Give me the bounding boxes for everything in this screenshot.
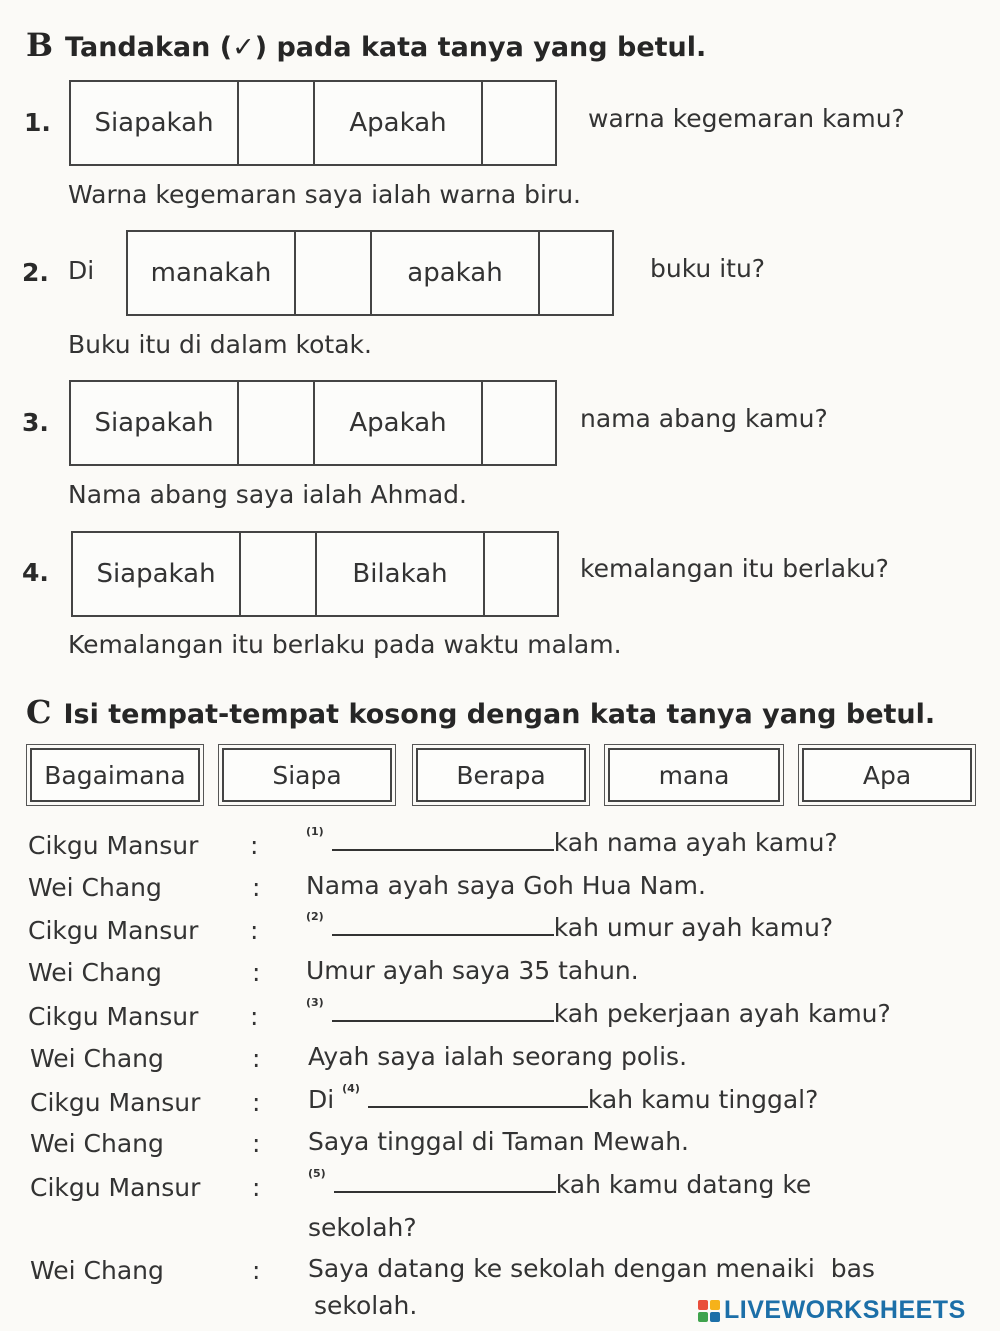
choice-row-4 bbox=[71, 531, 559, 617]
dialogue-colon: : bbox=[252, 873, 261, 902]
dialogue-text: kah pekerjaan ayah kamu? bbox=[553, 999, 891, 1028]
section-b-instruction: Tandakan (✓) pada kata tanya yang betul. bbox=[65, 32, 707, 63]
dialogue-text: kah umur ayah kamu? bbox=[553, 913, 834, 942]
word-bank-mana[interactable]: mana bbox=[608, 748, 780, 802]
blank-input-4[interactable] bbox=[368, 1084, 588, 1108]
dialogue-text: Saya datang ke sekolah dengan menaiki bas bbox=[308, 1254, 875, 1283]
logo-square bbox=[710, 1300, 720, 1310]
dialogue-speaker: Cikgu Mansur bbox=[30, 1173, 201, 1202]
section-c-heading bbox=[26, 693, 935, 731]
dialogue-speaker: Wei Chang bbox=[28, 958, 162, 987]
choice-row-3 bbox=[69, 380, 557, 466]
dialogue-text: Ayah saya ialah seorang polis. bbox=[308, 1042, 688, 1071]
dialogue-colon: : bbox=[250, 916, 259, 945]
logo-square bbox=[698, 1312, 708, 1322]
dialogue-speaker: Wei Chang bbox=[28, 873, 162, 902]
section-c-instruction: Isi tempat-tempat kosong dengan kata tanya yang betul. bbox=[63, 699, 936, 730]
tick-box-1b[interactable] bbox=[483, 82, 555, 164]
option-siapakah: Siapakah bbox=[71, 82, 239, 164]
dialogue-speaker: Cikgu Mansur bbox=[28, 1002, 199, 1031]
tick-box-1a[interactable] bbox=[239, 82, 315, 164]
dialogue-speaker: Wei Chang bbox=[30, 1129, 164, 1158]
question-3-text: nama abang kamu? bbox=[580, 404, 828, 433]
dialogue-line-5 bbox=[306, 998, 891, 1028]
dialogue-text-continued: sekolah? bbox=[308, 1213, 417, 1242]
blank-marker: (3) bbox=[306, 996, 324, 1009]
dialogue-line-3 bbox=[306, 912, 833, 942]
choice-row-2 bbox=[126, 230, 614, 316]
section-b-heading bbox=[26, 26, 706, 64]
dialogue-colon: : bbox=[252, 1129, 261, 1158]
question-2-prefix: Di bbox=[68, 256, 95, 285]
question-1-text: warna kegemaran kamu? bbox=[588, 104, 905, 133]
dialogue-text: kah kamu tinggal? bbox=[587, 1085, 819, 1114]
dialogue-colon: : bbox=[252, 1256, 261, 1285]
section-c-letter: C bbox=[26, 693, 52, 731]
blank-input-3[interactable] bbox=[332, 998, 554, 1022]
dialogue-speaker: Cikgu Mansur bbox=[30, 1088, 201, 1117]
section-b-letter: B bbox=[26, 26, 54, 64]
option-apakah: Apakah bbox=[315, 82, 483, 164]
tick-box-4a[interactable] bbox=[241, 533, 317, 615]
word-bank-apa[interactable]: Apa bbox=[802, 748, 972, 802]
option-apakah: apakah bbox=[372, 232, 540, 314]
dialogue-text: Nama ayah saya Goh Hua Nam. bbox=[306, 871, 706, 900]
blank-marker: (2) bbox=[306, 910, 324, 923]
question-number: 2. bbox=[22, 258, 49, 287]
dialogue-text: kah kamu datang ke bbox=[555, 1170, 812, 1199]
tick-box-3b[interactable] bbox=[483, 382, 555, 464]
option-manakah: manakah bbox=[128, 232, 296, 314]
dialogue-text: Saya tinggal di Taman Mewah. bbox=[308, 1127, 689, 1156]
question-number: 1. bbox=[24, 108, 51, 137]
word-bank-siapa[interactable]: Siapa bbox=[222, 748, 392, 802]
answer-2: Buku itu di dalam kotak. bbox=[68, 330, 372, 359]
tick-box-2a[interactable] bbox=[296, 232, 372, 314]
question-number: 3. bbox=[22, 408, 49, 437]
blank-marker: (5) bbox=[308, 1167, 326, 1180]
answer-1: Warna kegemaran saya ialah warna biru. bbox=[68, 180, 582, 209]
question-4-text: kemalangan itu berlaku? bbox=[580, 554, 889, 583]
dialogue-colon: : bbox=[252, 1044, 261, 1073]
blank-input-1[interactable] bbox=[332, 827, 554, 851]
dialogue-speaker: Wei Chang bbox=[30, 1256, 164, 1285]
dialogue-text: Umur ayah saya 35 tahun. bbox=[306, 956, 639, 985]
dialogue-prefix: Di bbox=[308, 1085, 335, 1114]
dialogue-speaker: Cikgu Mansur bbox=[28, 916, 199, 945]
dialogue-speaker: Cikgu Mansur bbox=[28, 831, 199, 860]
choice-row-1 bbox=[69, 80, 557, 166]
dialogue-colon: : bbox=[252, 1173, 261, 1202]
question-2-text: buku itu? bbox=[650, 254, 766, 283]
blank-input-5[interactable] bbox=[334, 1169, 556, 1193]
blank-marker: (1) bbox=[306, 825, 324, 838]
tick-box-3a[interactable] bbox=[239, 382, 315, 464]
dialogue-colon: : bbox=[252, 1088, 261, 1117]
word-bank-berapa[interactable]: Berapa bbox=[416, 748, 586, 802]
dialogue-colon: : bbox=[250, 831, 259, 860]
liveworksheets-logo bbox=[698, 1296, 966, 1325]
logo-square bbox=[710, 1312, 720, 1322]
blank-marker: (4) bbox=[342, 1082, 360, 1095]
option-siapakah: Siapakah bbox=[73, 533, 241, 615]
liveworksheets-logo-icon bbox=[698, 1300, 720, 1322]
logo-square bbox=[698, 1300, 708, 1310]
dialogue-line-7 bbox=[308, 1084, 818, 1114]
dialogue-text: kah nama ayah kamu? bbox=[553, 828, 838, 857]
option-apakah: Apakah bbox=[315, 382, 483, 464]
answer-4: Kemalangan itu berlaku pada waktu malam. bbox=[68, 630, 622, 659]
tick-box-4b[interactable] bbox=[485, 533, 557, 615]
dialogue-line-1 bbox=[306, 827, 838, 857]
dialogue-line-9 bbox=[308, 1169, 811, 1199]
option-bilakah: Bilakah bbox=[317, 533, 485, 615]
option-siapakah: Siapakah bbox=[71, 382, 239, 464]
dialogue-colon: : bbox=[250, 1002, 259, 1031]
dialogue-text-continued: sekolah. bbox=[314, 1291, 418, 1320]
dialogue-colon: : bbox=[252, 958, 261, 987]
tick-box-2b[interactable] bbox=[540, 232, 612, 314]
word-bank-bagaimana[interactable]: Bagaimana bbox=[30, 748, 200, 802]
answer-3: Nama abang saya ialah Ahmad. bbox=[68, 480, 467, 509]
blank-input-2[interactable] bbox=[332, 912, 554, 936]
liveworksheets-logo-text: LIVEWORKSHEETS bbox=[724, 1296, 966, 1324]
question-number: 4. bbox=[22, 558, 49, 587]
dialogue-speaker: Wei Chang bbox=[30, 1044, 164, 1073]
